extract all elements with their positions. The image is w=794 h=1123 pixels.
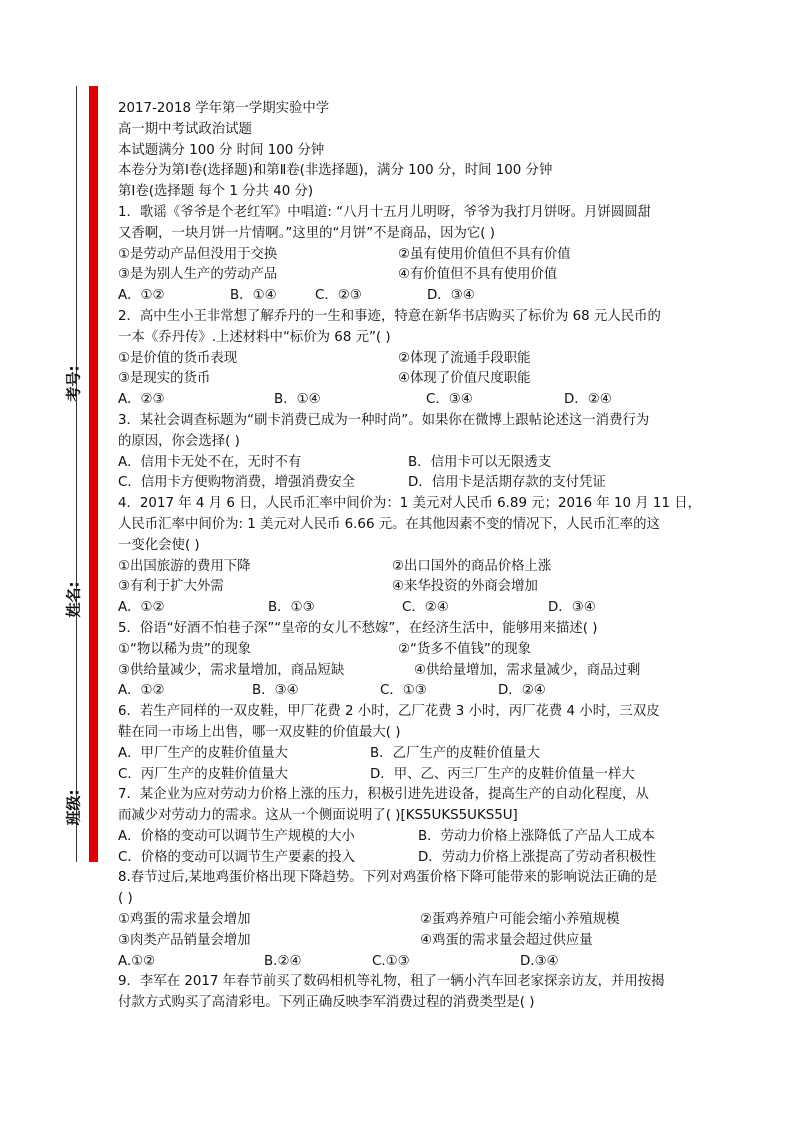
q5-answer-a: A．①② [118,683,165,699]
q2-answer-d: D．②④ [564,392,612,408]
q1-answer-b: B．①④ [230,288,277,304]
section-title: 第Ⅰ卷(选择题 每个 1 分共 40 分) [118,184,314,200]
q6-answer-a: A．甲厂生产的皮鞋价值量大 [118,745,288,761]
q4-answer-d: D．③④ [548,600,596,616]
q4-option: ①出国旅游的费用下降 [118,558,251,574]
q1-option: ②虽有使用价值但不具有价值 [398,246,571,262]
q7-answers-row [118,848,678,869]
header-title: 高一期中考试政治试题 [118,121,252,137]
q1-stem: 1．歌谣《爷爷是个老红军》中唱道: “八月十五月儿明呀，爷爷为我打月饼呀。月饼圆圆甜 [118,204,652,220]
q1-answer-a: A．①② [118,288,165,304]
q7-stem: 7．某企业为应对劳动力价格上涨的压力，积极引进先进设备，提高生产的自动化程度，从 [118,787,649,803]
q2-option: ③是现实的货币 [118,371,211,387]
q8-option: ①鸡蛋的需求量会增加 [118,912,251,928]
q1-stem: 又香啊，一块月饼一片情啊。”这里的“月饼”不是商品，因为它( ) [118,225,495,241]
q4-answer-b: B．①③ [268,600,315,616]
q3-answers-row [118,473,678,494]
q6-stem: 6．若生产同样的一双皮鞋，甲厂花费 2 小时，乙厂花费 3 小时，丙厂花费 4 小时，三双皮 [118,704,660,720]
q6-answer-d: D．甲、乙、丙三厂生产的皮鞋价值量一样大 [370,766,635,782]
binding-line [76,86,77,862]
q8-option: ②蛋鸡养殖户可能会缩小养殖规模 [420,912,620,928]
q7-stem: 而减少对劳动力的需求。这从一个侧面说明了( )[KS5UKS5UKS5U] [118,808,518,824]
q7-answer-d: D．劳动力价格上涨提高了劳动者积极性 [418,849,656,865]
exam-content [118,99,702,1014]
q2-answer-c: C．③④ [426,392,473,408]
q4-answer-c: C．②④ [402,600,449,616]
student-name-label: 姓名: [64,581,83,618]
exam-number-label: 考号: [64,365,83,402]
q3-stem: 的原因，你会选择( ) [118,433,240,449]
q5-option: ①“物以稀为贵”的现象 [118,641,252,657]
q2-options-row [118,349,678,370]
q1-answer-c: C．②③ [315,288,362,304]
q4-options-row [118,577,678,598]
q4-answers [118,598,678,619]
q3-answers-row [118,453,678,474]
q1-answer-d: D．③④ [427,288,475,304]
q2-answer-a: A．②③ [118,392,165,408]
header-school: 2017-2018 学年第一学期实验中学 [118,101,330,116]
q1-option: ④有价值但不具有使用价值 [398,267,558,283]
q6-answer-b: B．乙厂生产的皮鞋价值量大 [370,745,540,761]
q5-answer-d: D．②④ [498,683,546,699]
q8-answer-a: A.①② [118,953,156,969]
q6-answer-c: C．丙厂生产的皮鞋价值量大 [118,766,289,782]
q1-answers [118,286,678,307]
q8-stem: ( ) [118,891,133,907]
q5-options-row [118,661,678,682]
header-score-time: 本试题满分 100 分 时间 100 分钟 [118,142,325,158]
q7-answer-b: B．劳动力价格上涨降低了产品人工成本 [418,828,655,844]
q2-stem: 一本《乔丹传》.上述材料中“标价为 68 元”( ) [118,329,391,345]
q4-stem: 人民币汇率中间价为: 1 美元对人民币 6.66 元。在其他因素不变的情况下，人民币汇率的这 [118,516,660,532]
q7-answer-c: C．价格的变动可以调节生产要素的投入 [118,849,355,865]
q8-answer-b: B.②④ [264,953,302,969]
q6-answers-row [118,765,678,786]
q2-option: ②体现了流通手段职能 [398,350,531,366]
q1-options-row [118,245,678,266]
q8-stem: 8.春节过后,某地鸡蛋价格出现下降趋势。下列对鸡蛋价格下降可能带来的影响说法正确的是 [118,870,658,886]
q3-stem: 3．某社会调查标题为“刷卡消费已成为一种时尚”。如果你在微博上跟帖论述这一消费行为 [118,412,650,428]
q5-stem: 5．俗语“好酒不怕巷子深”“皇帝的女儿不愁嫁”，在经济生活中，能够用来描述( ) [118,620,598,636]
q7-answer-a: A．价格的变动可以调节生产规模的大小 [118,828,355,844]
q1-options-row [118,265,678,286]
q4-option: ④来华投资的外商会增加 [392,579,538,595]
class-label: 班级: [64,789,83,826]
q4-stem: 一变化会使( ) [118,537,200,553]
q3-answer-b: B．信用卡可以无限透支 [408,454,552,470]
q5-answer-c: C．①③ [380,683,427,699]
q9-stem: 9．李军在 2017 年春节前买了数码相机等礼物，租了一辆小汽车回老家探亲访友，并用按揭 [118,974,665,990]
q4-stem: 4．2017 年 4 月 6 日，人民币汇率中间价为：1 美元对人民币 6.89 元；2016 年 10 月 11 日， [118,496,702,512]
q9-stem: 付款方式购买了高清彩电。下列正确反映李军消费过程的消费类型是( ) [118,995,535,1011]
q8-options-row [118,931,678,952]
q6-stem: 鞋在同一市场上出售，哪一双皮鞋的价值最大( ) [118,724,401,740]
q4-option: ③有利于扩大外需 [118,579,224,595]
q2-option: ①是价值的货币表现 [118,350,238,366]
q2-answers [118,390,678,411]
q8-answer-d: D.③④ [520,953,559,969]
q4-option: ②出口国外的商品价格上涨 [392,558,552,574]
q1-option: ①是劳动产品但没用于交换 [118,246,278,262]
q7-answers-row [118,827,678,848]
q5-answer-b: B．③④ [252,683,299,699]
q2-answer-b: B．①④ [274,392,321,408]
q5-option: ④供给量增加，需求量减少，商品过剩 [414,662,641,678]
q8-option: ④鸡蛋的需求量会超过供应量 [420,932,593,948]
q8-option: ③肉类产品销量会增加 [118,932,251,948]
q8-options-row [118,910,678,931]
q3-answer-c: C．信用卡方便购物消费，增强消费安全 [118,475,355,491]
q2-options-row [118,369,678,390]
q3-answer-d: D．信用卡是活期存款的支付凭证 [408,475,606,491]
q8-answers [118,952,678,973]
q4-answer-a: A．①② [118,600,165,616]
header-instructions: 本卷分为第Ⅰ卷(选择题)和第Ⅱ卷(非选择题)，满分 100 分，时间 100 分钟 [118,163,553,179]
q4-options-row [118,557,678,578]
q6-answers-row [118,744,678,765]
q8-answer-c: C.①③ [372,953,410,969]
q5-option: ②“货多不值钱”的现象 [398,641,532,657]
q1-option: ③是为别人生产的劳动产品 [118,267,278,283]
q2-stem: 2．高中生小王非常想了解乔丹的一生和事迹，特意在新华书店购买了标价为 68 元人民币的 [118,308,661,324]
q5-answers [118,681,678,702]
red-margin-bar [89,86,98,862]
q5-option: ③供给量减少，需求量增加，商品短缺 [118,662,345,678]
q2-option: ④体现了价值尺度职能 [398,371,531,387]
q3-answer-a: A．信用卡无处不在，无时不有 [118,454,302,470]
q5-options-row [118,640,678,661]
